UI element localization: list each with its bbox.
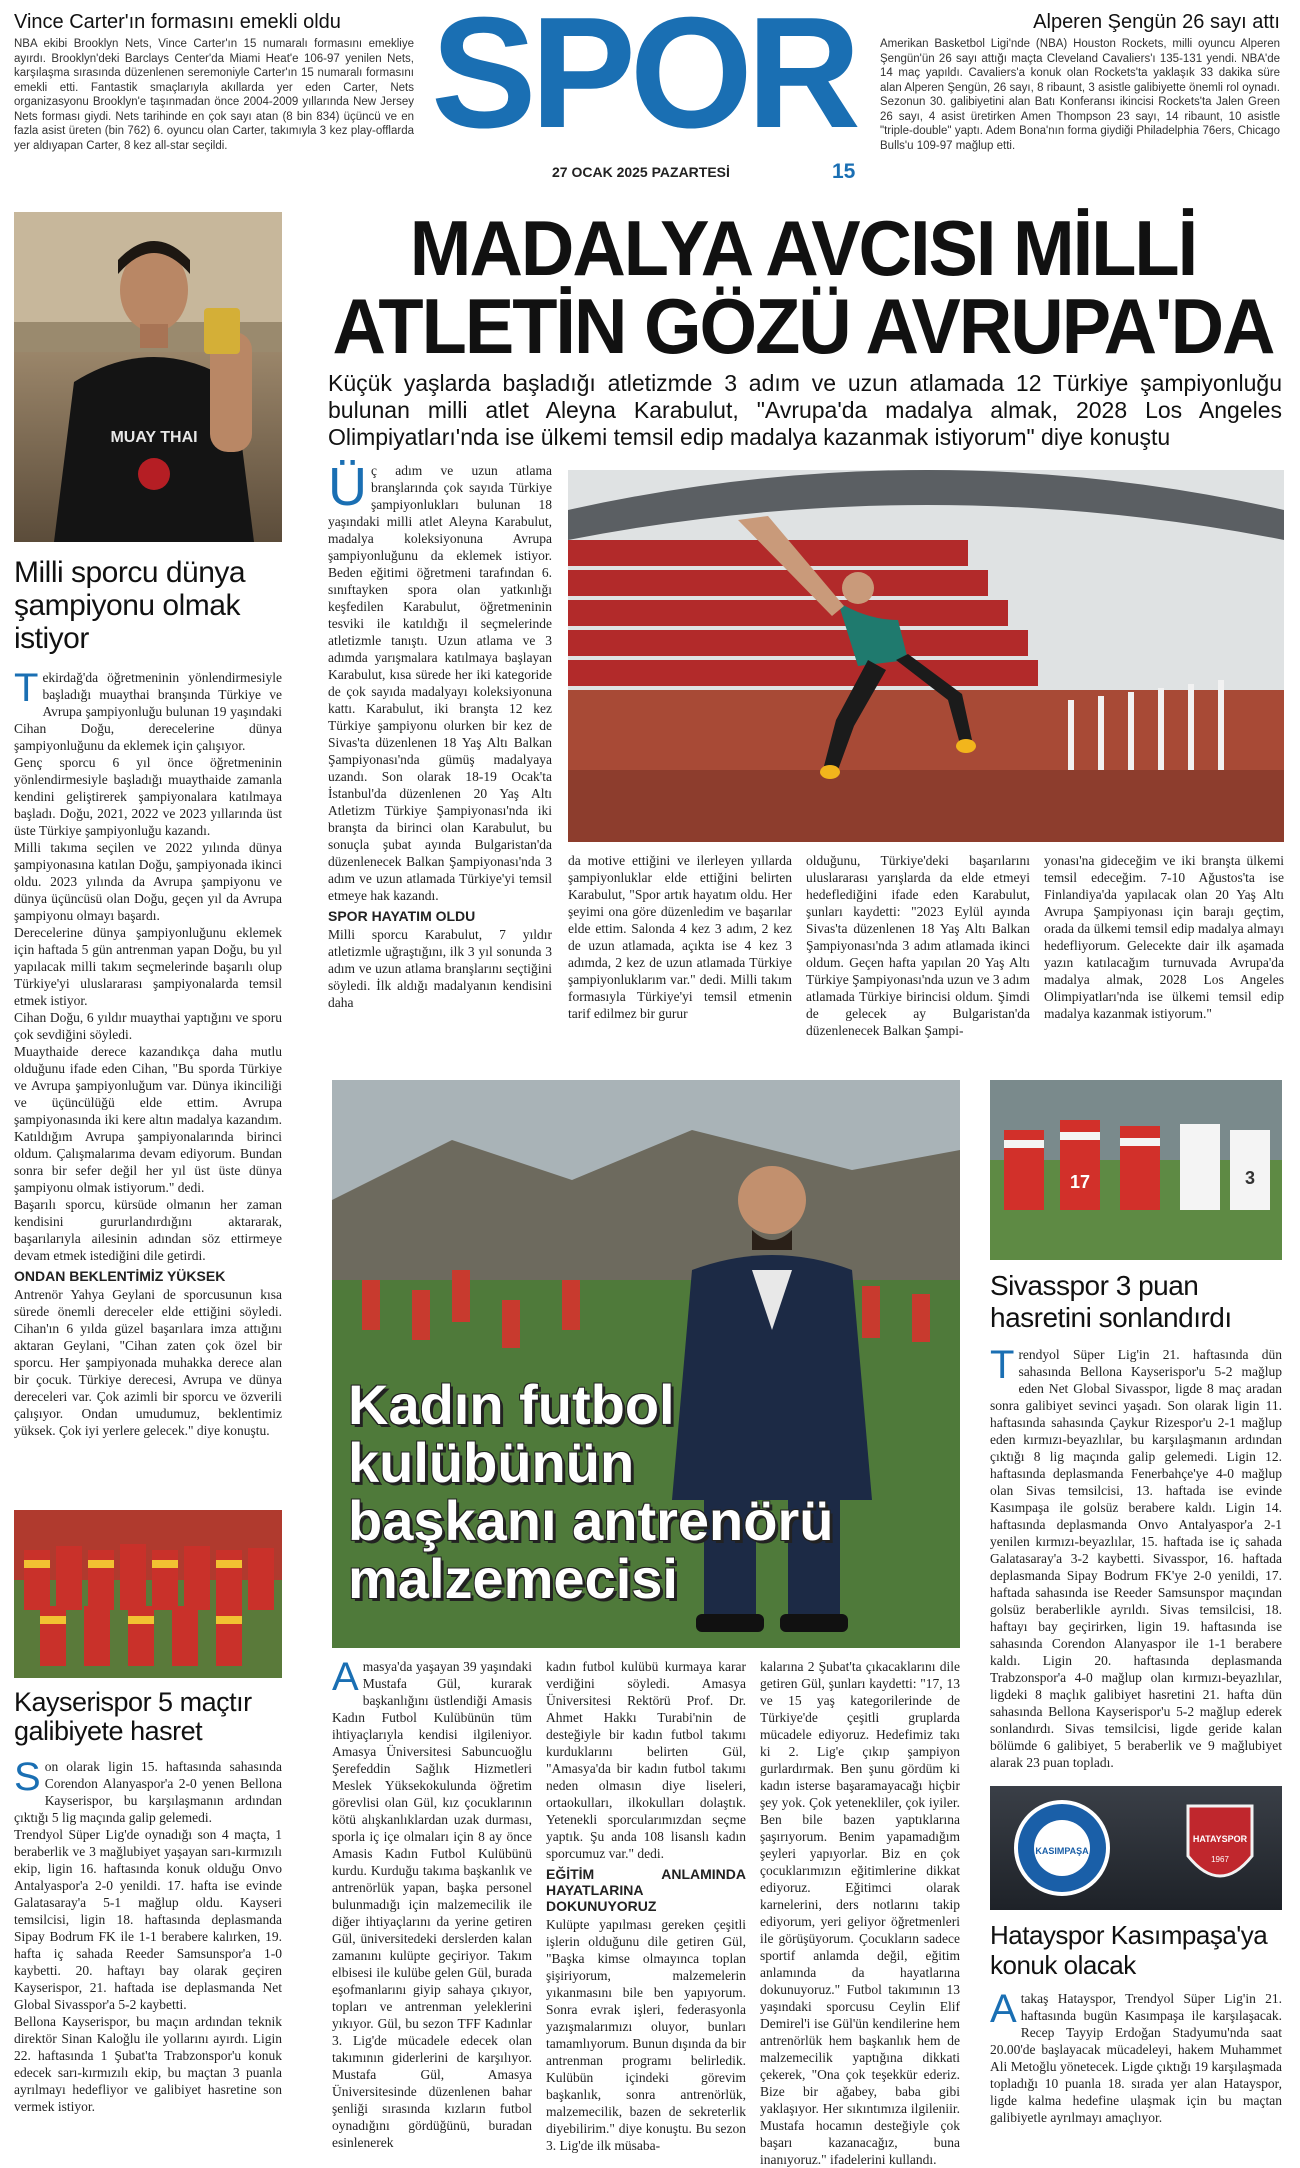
coach-headline: Kadın futbol kulübünün başkanı antrenörü malzemecisi — [348, 1373, 834, 1610]
section-title: SPOR — [431, 0, 855, 161]
brief-left-text: NBA ekibi Brooklyn Nets, Vince Carter'ın 15 numaralı formasını emekliye ayırdı. Brooklyn'deki Barclays Center'da Miami Heat'e 106-97 yenilen Nets, karşılaşma sırasında düzenlenen seremoniyle Carter'ın 15 numaralı formasını emekli etti. Fantastik smaçlarıyla akıllarda yer eden Carter, Nets organizasyonu Brooklyn'e taşınmadan önce 2004-2009 yıllarında New Jersey Nets forması giydi. Nets tarihinde en çok sayı atan (8 bin 834) üçüncü ve en fazla asist üreten (bin 762) 6. oyuncu olan Carter, takımıyla 3 kez play-offlarda yer aldıyapan Carter, 8 kez all-star seçildi. — [14, 38, 414, 152]
football-subhead: EĞİTİM ANLAMINDA HAYATLARINA DOKUNUYORUZ — [546, 1866, 746, 1914]
kayserispor-p3: Bellona Kayserispor, bu maçın ardından teknik direktör Sinan Kaloğlu ile yollarını ayırdı. Ligin 22. haftasında 1 Şubat'ta Trabzonspor'u konuk edecek sarı-kırmızılı ekip, bu maçtan 3 puanla ayrılmayı hedefliyor ve galibiyet hasretine son vermek istiyor. — [14, 2014, 282, 2114]
brief-left-title: Vince Carter'ın formasını emekli oldu — [14, 11, 341, 33]
page-number: 15 — [832, 160, 856, 183]
football-col1 — [332, 1655, 532, 2151]
kayserispor-headline: Kayserispor 5 maçtır galibiyete hasret — [14, 1687, 252, 1746]
athlete-photo — [568, 470, 1284, 842]
main-col1 — [328, 457, 552, 1011]
main-col2: da motive ettiğini ve ilerleyen yıllarda şampiyonluklar elde ettiğini belirten Karabulut, "Spor artık hayatım oldu. Her şeyimi ona göre düzenledim ve başarılar elde ettim. Salonda 4 kez 3 adım, 2 kez de uzun atlamada, açıkta ise 4 kez 3 adımda, 2 kez de uzun atlamada Türkiye şampiyonluklarım var." dedi. Milli takım formasıyla Türkiye'yi temsil etmenin tarif edilmez bir gurur — [568, 853, 792, 1021]
muaythai-p4: Derecelerine dünya şampiyonluğunu eklemek için haftada 5 gün antrenman yapan Doğu, bu yıl yapılacak milli takım seçmelerinde başarılı olup Türkiye'yi uluslararası şampiyonalarda temsil etmek istiyor. — [14, 925, 282, 1008]
sivasspor-photo — [990, 1080, 1282, 1260]
kasimpasa-logo — [1016, 1802, 1108, 1894]
muaythai-headline: Milli sporcu dünya şampiyonu olmak istiyor — [14, 556, 246, 655]
issue-date: 27 OCAK 2025 PAZARTESİ — [552, 164, 730, 180]
sivasspor-headline: Sivasspor 3 puan hasretini sonlandırdı — [990, 1270, 1232, 1333]
club-logos — [990, 1786, 1282, 1910]
athlete-illustration — [568, 470, 1284, 842]
kayserispor-story — [14, 1688, 282, 2115]
muaythai-p6: Muaythaide derece kazandıkça daha mutlu olduğunu ifade eden Cihan, "Bu sporda Türkiye ve Avrupa şampiyonluğum var. Dünya ikinciliği ve üçüncülüğü elde ettim. Avrupa şampiyonasında iki kere altın madalya kazandım. Katıldığım Avrupa şampiyonalarında birinci oldum. Çalışmalarıma devam ediyorum. Bundan sonra bir sefer değil her yıl üst üste dünya şampiyonu olmak istiyorum." dedi. — [14, 1044, 282, 1195]
sivasspor-story — [990, 1270, 1282, 1771]
main-col4: yonası'na gideceğim ve iki branşta ülkemi temsil edeceğim. 7-10 Ağustos'ta ise Finlandiya'da yapılacak olan 20 Yaş Altı Avrupa Şampiyonası için barajı geçtim, orada da ülkemi temsil edip madalya almayı hedefliyorum. Gelecekte dair ilk aşamada yazın katılacağım turnuvada Avrupa'da madalya almak, 2028 Los Angeles Olimpiyatları'nda ise ülkemi temsil edip madalya kazanmak istiyorum." — [1044, 853, 1284, 1021]
football-col2b-text: Kulüpte yapılması gereken çeşitli işlerin olduğunu dile getiren Gül, "Başka kimse olmayınca toplan şişiriyorum, malzemelerin yıkanmasını bile ben yapıyorum. Sonra evrak işleri, federasyonla yazışmalarımızı oluyor, bunları tamamlıyorum. Bunun dışında da bir antrenman programı belirledik. Kulübün içindeki görevim başkanlık, sonra antrenörlük, malzemecilik, bazen de sekreterlik diyebilirim." diye konuştu. Bu sezon 3. Lig'de ilk müsaba- — [546, 1917, 746, 2153]
muaythai-p5: Cihan Doğu, 6 yıldır muaythai yaptığını ve sporu çok sevdiğini söyledi. — [14, 1010, 282, 1042]
muaythai-p7: Başarılı sporcu, kürsüde olmanın her zaman kendisini gururlandırdığını aktararak, başarılarıyla ailesinin adından söz ettirmeye devam etmek istediğini dile getirdi. — [14, 1197, 282, 1263]
main-headline-line1: MADALYA AVCISI MİLLİ — [409, 204, 1197, 293]
hatayspor-dropcap: A — [990, 1987, 1017, 2031]
shirt-text: MUAY THAI — [110, 429, 198, 446]
muaythai-p3: Milli takıma seçilen ve 2022 yılında dünya şampiyonasına katılan Doğu, şampiyonada ikinci oldu. 2023 yılında da Avrupa şampiyonu ve dünya üçüncüsü olan Doğu, geçen yıl da Avrupa şampiyonu olmayı başardı. — [14, 840, 282, 923]
sivasspor-illustration — [990, 1080, 1282, 1260]
jersey-number-a: 17 — [1069, 1172, 1091, 1192]
hatayspor-p1: takaş Hatayspor, Trendyol Süper Lig'in 21. haftasında bugün Kasımpaşa ile karşılaşacak. Recep Tayyip Erdoğan Stadyumu'nda saat 20.00'de başlayacak mücadeleyi, hakem Muhammet Ali Metoğlu yönetecek. Ligde çıktığı 19 karşılaşmada topladığı 10 puanla 18. sırada yer alan Hatayspor, ligde kalma hedefine ulaşmak için bu maçtan galibiyetle ayrılmayı amaçlıyor. — [990, 1991, 1282, 2125]
kasimpasa-logo-text: KASIMPAŞA — [1035, 1846, 1089, 1856]
kayserispor-photo — [14, 1510, 282, 1678]
main-headline-line2: ATLETİN GÖZÜ AVRUPA'DA — [332, 282, 1274, 371]
muaythai-p8: Antrenör Yahya Geylani de sporcusunun kısa sürede önemli dereceler elde ettiğini söyledi. Cihan'ın 6 yılda güzel başarılara imza attığını aktaran Geylani, "Cihan zaten çok özel bir sporcu. Her şampiyonada muhakka derece alan bir çocuk. Türkiye derecesi, Avrupa ve dünya dereceleri var. Çok azimli bir sporcu ve özverili çalışıyor. Ondan umudumuz, beklentimiz yüksek. Çok iyi yerlere gelecek." diye konuştu. — [14, 1287, 282, 1438]
hatayspor-photo — [990, 1786, 1282, 1910]
brief-right-title: Alperen Şengün 26 sayı attı — [1033, 11, 1280, 33]
football-col2-text: kadın futbol kulübü kurmaya karar verdiğini söyledi. Amasya Üniversitesi Rektörü Prof. Dr. Ahmet Hakkı Turabi'nin de desteğiyle bir kadın futbol takımı kurduklarını belirten Gül, "Amasya'da bir kadın futbol takımı neden olmasın diye liseleri, ortaokulları, ilkokulları dolaştık. Yetenekli sporcularımızdan seçme yaptık. Şu anda 108 lisanslı kadın sporcumuz var." dedi. — [546, 1659, 746, 1861]
kayserispor-illustration — [14, 1510, 282, 1678]
kayserispor-body — [14, 1755, 282, 2115]
brief-left — [14, 10, 414, 153]
section-logo — [408, 0, 878, 161]
hatayspor-logo — [1188, 1806, 1252, 1876]
sivasspor-body — [990, 1343, 1282, 1771]
main-dropcap: Ü — [328, 457, 367, 517]
brief-right-text: Amerikan Basketbol Ligi'nde (NBA) Houston Rockets, milli oyuncu Alperen Şengün'ün 26 sayı attığı maçta Cleveland Cavaliers'ı 135-131 yendi. NBA'de 14 maç yapıldı. Cavaliers'a konuk olan Rockets'ta yaklaşık 33 dakika süre alan Alperen Şengün, 26 sayı, 8 ribaunt, 3 asistle galibiyette önemli rol oynadı. Sezonun 30. galibiyetini alan Batı Konferansı ikincisi Rockets'ta Jalen Green 26 sayı, 4 asist üretirken Amen Thompson 23 sayı, 14 ribaunt, 10 asistle "triple-double" yaptı. Adem Bona'nın forma giydiği Philadelphia 76ers, Chicago Bulls'u 109-97 mağlup etti. — [880, 38, 1280, 152]
muaythai-body — [14, 666, 282, 1439]
muaythai-subhead: ONDAN BEKLENTİMİZ YÜKSEK — [14, 1268, 226, 1284]
main-subhead: SPOR HAYATIM OLDU — [328, 908, 476, 924]
brief-right — [880, 10, 1280, 153]
muaythai-dropcap: T — [14, 666, 39, 710]
kayserispor-p1: on olarak ligin 15. haftasında sahasında Corendon Alanyaspor'a 2-0 yenen Bellona Kayserispor, bu karşılaşmanın ardından çıktığı 5 lig maçında galip gelemedi. — [14, 1759, 282, 1825]
hatayspor-story — [990, 1920, 1282, 2126]
main-col1-b: Milli sporcu Karabulut, 7 yıldır atletizmle uğraştığını, ilk 3 yıl sonunda 3 adım ve uzun atlama branşlarını seçtiğini söyledi. İlk aldığı madalyanın kendisini daha — [328, 927, 552, 1010]
football-col2 — [546, 1658, 746, 2154]
main-col1-text: ç adım ve uzun atlama branşlarında çok sayıda Türkiye şampiyonlukları bulunan 18 yaşındaki milli atlet Aleyna Karabulut, madalya koleksiyonuna Avrupa şampiyonluğunu da eklemek istiyor. Beden eğitimi öğretmeni tarafından 6. sınıftayken spora olan yatkınlığı keşfedilen Karabulut, öğretmeninin tesviki ile katıldığı il seçmelerinde atletizmle tanıştı. Uzun atlama ve 3 adımda yarışmalara katılmaya başlayan Karabulut, kısa sürede her iki kategoride de çok sayıda madalyayı koleksiyonuna kattı. Karabulut, iki branşta 12 kez Türkiye şampiyonu olurken bir kez de Sivas'ta düzenlenen 18 Yaş Altı Balkan Şampiyonası'nda gümüş madalyaya uzandı. Son olarak 18-19 Ocak'ta İstanbul'da düzenlenen 20 Yaş Altı Atletizm Türkiye Şampiyonası'nda iki branşta da birinci olan Karabulut, bu sonuçla şubat ayında Bulgaristan'da düzenlenecek Balkan Şampiyonası'nda 3 adım ve uzun atlamada Türkiye'yi temsil etmeye hak kazandı. — [328, 463, 552, 903]
muaythai-photo — [14, 212, 282, 542]
football-col3: kalarına 2 Şubat'ta çıkacaklarını dile getiren Gül, şunları kaydetti: "17, 13 ve 15 yaş kategorilerinde de Türkiye'de çeşitli gruplarda mücadele ediyoruz. Hedefimiz takı ki 2. Lig'e çıkıp şampiyon gurlardırmak. Ben şunu gördüm ki kadın isterse başaramayacağı hiçbir şey yok. Çok yetenekliler, çok iyiler. Ben bile bazen yaptıklarına şaşırıyorum. Benim yapamadığım şeyleri yapıyorlar. Biz en çok çocuklarımızın eğitimlerine dikkat ediyoruz. Eğitimci olarak karnelerini, ders notlarını takip ediyorum, yeri geliyor öğretmenleri ile görüşüyorum. Çocukların sadece sportif anlamda değil, eğitim anlamında da hayatlarına dokunuyoruz." Futbol takımının 13 yaşındaki sporcusu Ceylin Elif Demirel'i ise Gül'ün kendilerine hem antrenörlük hem başkanlık hem de malzemecilik yaptığına dikkati çekerek, "Ona çok teşekkür ederiz. Bize bir ağabey, baba gibi yaklaşıyor. Her sıkıntımıza ilgileniir. Mustafa hocamın desteğiyle çok başarı kazanacağız, buna inanıyoruz." ifadelerini kullandı. — [760, 1659, 960, 2167]
date-bar — [552, 160, 862, 186]
sivasspor-p1: rendyol Süper Lig'in 21. haftasında dün sahasında Bellona Kayserispor'u 5-2 mağlup eden Net Global Sivasspor, ligde 8 maç aradan sonra galibiyet sevinci yaşadı. Son olarak ligin 11. haftasında sahasında Çaykur Rizespor'u 2-1 mağlup eden kırmızı-beyazlılar, bu karşılaşmanın ardından çıktığı 8 lig maçında galip gelemedi. Ligin 12. haftasında deplasmanda Fenerbahçe'ye 4-0 mağlup olan Sivas temsilcisi, 13. haftada ise evinde Kasımpaşa ile golsüz berabere kaldı. Ligin 14. haftasında deplasmanda Onvo Antalyaspor'a 2-1 yenilen kırmızı-beyazlılar, 15. haftada ise iç sahada Galatasaray'a 3-2 kaybetti. Sivasspor, 16. haftada deplasmanda Sipay Bodrum FK'ye 2-0 yenildi, 17. haftada sahasında ise Reeder Samsunspor maçından golsüz beraberlikle ayrıldı. Sivas temsilcisi, 18. haftayı bay geçirirken, ligin 19. haftasında ise sahasında Corendon Alanyaspor ile 1-1 berabere kaldı. Ligin 20. haftasında deplasmanda Trabzonspor'a 4-0 mağlup olan kırmızı-beyazlılar, ligdeki 8 maçlık galibiyet hasretini 21. hafta dün sahasında Bellona Kayserispor'u 5-2 mağlup ederek sonlandırdı. Sivas temsilcisi, ligde geride kalan bölümde 6 galibiyet, 5 beraberlik ve 9 mağlubiyet alarak 23 puan topladı. — [990, 1347, 1282, 1770]
main-headline — [320, 204, 1286, 371]
coach-photo — [332, 1080, 960, 1648]
football-col1-text: masya'da yaşayan 39 yaşındaki Mustafa Gül, kurarak başkanlığını üstlendiği Amasis Kadın Futbol Kulübünün tüm ihtiyaçlarıyla kendisi ilgileniyor. Amasya Üniversitesi Sabuncuoğlu Şerefeddin Sağlık Hizmetleri Meslek Yüksekokulunda öğretim görevlisi olan Gül, kız çocuklarının kötü alışkanlıklardan uzak durması, sporla iç içe olmaları için 8 ay önce Amasis Kadın Futbol Kulübünü kurdu. Kurduğu takıma başkanlık ve antrenörlük yapan, başka personel bulunmadığı için malzemecilik ile diğer ihtiyaçlarını da yerine getiren Gül, üniversitedeki derslerden kalan zamanını kulüpte geçiriyor. Takım elbisesi ile kulübe gelen Gül, burada eşofmanlarını giyip sahaya çıkıyor, topları ve antrenman yeleklerini yıkıyor. Gül, bu sezon TFF Kadınlar 3. Lig'de mücadele edecek olan takımının giderlerini de karşılıyor. Mustafa Gül, Amasya Üniversitesinde düzenlenen bahar şenliği sırasında kızların futbol oynadığını gördüğünü, buradan esinlenerek — [332, 1659, 532, 2150]
muaythai-p2: Genç sporcu 6 yıl önce öğretmeninin yönlendirmesiyle başladığı muaythaide zamanla kendini geliştirerek şampiyonalara katılmaya başladı. Doğu, 2021, 2022 ve 2023 yıllarında üst üste Türkiye şampiyonluğu kazandı. — [14, 755, 282, 838]
muaythai-p1: ekirdağ'da öğretmeninin yönlendirmesiyle başladığı muaythai branşında Türkiye ve Avrupa şampiyonluğu bulunan 19 yaşındaki Cihan Doğu, derecelerine dünya şampiyonluğunu da eklemek için çalışıyor. — [14, 670, 282, 753]
sivasspor-dropcap: T — [990, 1343, 1015, 1387]
main-deck: Küçük yaşlarda başladığı atletizmde 3 adım ve uzun atlamada 12 Türkiye şampiyonluğu bulunan milli atlet Aleyna Karabulut, "Avrupa'da madalya almak, 2028 Los Angeles Olimpiyatları'nda ise ülkemi temsil edip madalya kazanmak istiyorum" diye konuştu — [328, 370, 1282, 450]
hatayspor-logo-year: 1967 — [1211, 1855, 1229, 1864]
muaythai-story — [14, 556, 282, 1439]
hatayspor-body — [990, 1987, 1282, 2126]
jersey-number-b: 3 — [1244, 1168, 1256, 1188]
kayserispor-dropcap: S — [14, 1755, 41, 1799]
hatayspor-logo-text: HATAYSPOR — [1192, 1834, 1248, 1844]
muaythai-illustration — [14, 212, 282, 542]
main-col3: olduğunu, Türkiye'deki başarılarını uluslararası yarışlarda da elde etmeyi hedeflediğini ifade eden Karabulut, şunları kaydetti: "2023 Eylül ayında Sivas'ta düzenlenen 18 Yaş Altı Balkan Şampiyonası'nda 3 adım atlamada ikinci oldum. Geçen hafta yapılan 20 Yaş Altı Türkiye Şampiyonası'nda uzun ve 3 adım atlamada Türkiye birincisi oldum. Şimdi de gelecek ay Bulgaristan'da düzenlenecek Balkan Şampi- — [806, 853, 1031, 1038]
hatayspor-headline: Hatayspor Kasımpaşa'ya konuk olacak — [990, 1920, 1268, 1980]
kayserispor-p2: Trendyol Süper Lig'de oynadığı son 4 maçta, 1 beraberlik ve 3 mağlubiyet yaşayan sarı-kırmızılı ekip, ligin 16. haftasında konuk olduğu Onvo Antalyaspor'a 2-0 yenildi. 17. hafta ise evinde Galatasaray'a 5-1 mağlup oldu. Kayseri temsilcisi, ligin 18. haftasında deplasmanda Sipay Bodrum FK ile 1-1 berabere kalırken, 19. hafta iç sahada Reeder Samsunspor'a 1-0 kaybetti. 20. haftayı bay olarak geçiren Kayserispor, 21. haftada ise deplasmanda Net Global Sivasspor'a 5-2 kaybetti. — [14, 1827, 282, 2012]
football-dropcap: A — [332, 1655, 359, 1699]
masthead — [0, 0, 1300, 210]
